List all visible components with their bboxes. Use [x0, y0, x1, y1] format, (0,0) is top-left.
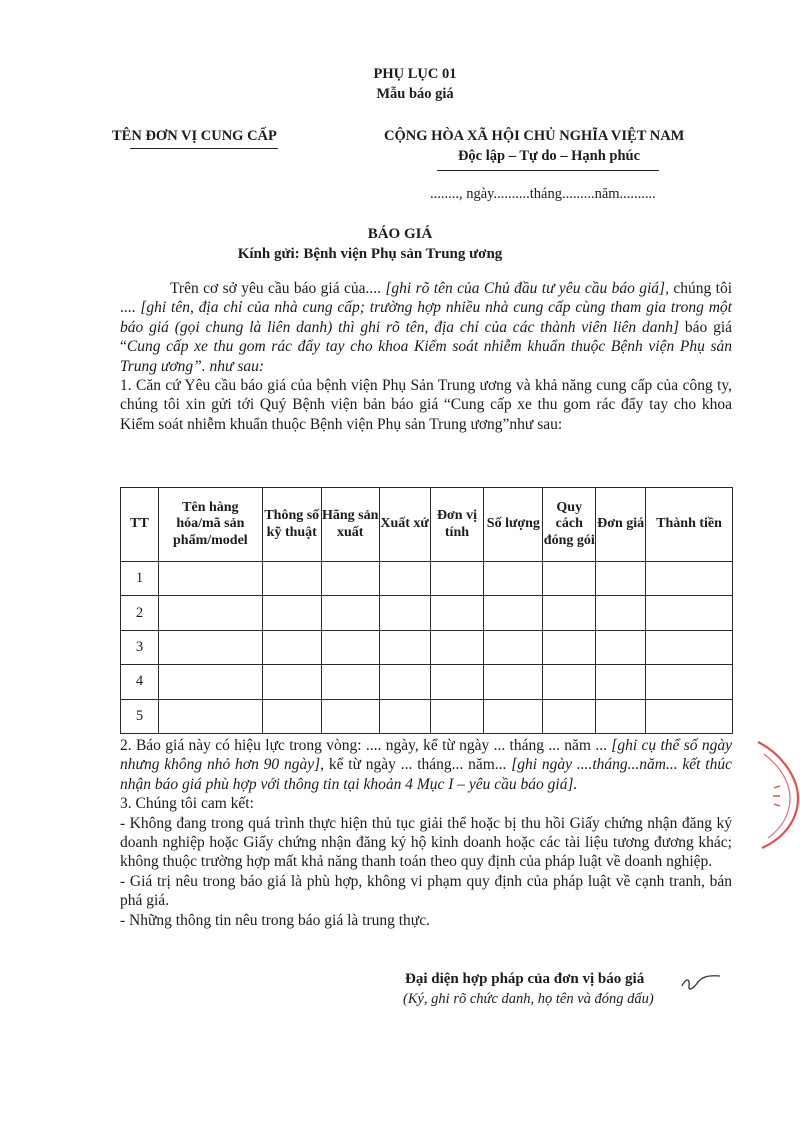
- table-cell: [430, 596, 484, 630]
- intro-paragraph: [120, 279, 732, 376]
- addressee: Kính gửi: Bệnh viện Phụ sản Trung ương: [237, 246, 503, 262]
- table-row: [121, 699, 733, 733]
- table-cell: [596, 699, 646, 733]
- table-cell: [262, 630, 321, 664]
- table-cell: [430, 665, 484, 699]
- table-cell: [379, 596, 430, 630]
- table-cell: [543, 665, 596, 699]
- table-row: [121, 665, 733, 699]
- commitment-item: - Giá trị nêu trong báo giá là phù hợp, không vi phạm quy định của pháp luật về cạnh tranh, bán phá giá.: [120, 872, 732, 910]
- table-cell: [379, 630, 430, 664]
- table-cell: [262, 665, 321, 699]
- table-cell: [543, 562, 596, 596]
- row-number: 5: [121, 699, 159, 733]
- table-cell: [430, 562, 484, 596]
- commitment-item: - Không đang trong quá trình thực hiện thủ tục giải thể hoặc bị thu hồi Giấy chứng nhận đăng ký doanh nghiệp hoặc Giấy chứng nhận đăng ký hộ kinh doanh hoặc các tài liệu tương đương khác; không thuộc trường hợp mất khả năng thanh toán theo quy định của pháp luật về doanh nghiệp.: [120, 814, 732, 871]
- col-header-origin: Xuất xứ: [379, 488, 430, 562]
- signature-title: Đại diện hợp pháp của đơn vị báo giá: [405, 971, 645, 987]
- table-cell: [379, 699, 430, 733]
- intro-italic-note: Cung cấp xe thu gom rác đẩy tay cho khoa Kiểm soát nhiễm khuẩn thuộc Bệnh viện Phụ sản Trung ương”. như sau:: [120, 338, 732, 375]
- table-row: [121, 630, 733, 664]
- signature-instruction: (Ký, ghi rõ chức danh, họ tên và đóng dấu): [403, 991, 654, 1007]
- table-cell: [321, 699, 379, 733]
- table-cell: [379, 665, 430, 699]
- stamp-fragment-icon: [752, 740, 800, 850]
- table-cell: [646, 630, 733, 664]
- supplier-underline: [130, 148, 278, 149]
- table-cell: [379, 562, 430, 596]
- initial-scribble-icon: [680, 972, 724, 994]
- table-cell: [158, 630, 262, 664]
- intro-text: Trên cơ sở yêu cầu báo giá của....: [170, 280, 381, 297]
- table-cell: [430, 699, 484, 733]
- table-cell: [596, 596, 646, 630]
- table-cell: [646, 596, 733, 630]
- basis-paragraph: 1. Căn cứ Yêu cầu báo giá của bệnh viện Phụ Sản Trung ương và khả năng cung cấp của công ty, chúng tôi xin gửi tới Quý Bệnh viện bản báo giá “Cung cấp xe thu gom rác đẩy tay cho khoa Kiểm soát nhiễm khuẩn thuộc Bệnh viện Phụ sản Trung ương”như sau:: [120, 377, 732, 433]
- table-cell: [543, 699, 596, 733]
- col-header-total: Thành tiền: [646, 488, 733, 562]
- col-header-packaging: Quy cách đóng gói: [543, 488, 596, 562]
- col-header-manufacturer: Hãng sản xuất: [321, 488, 379, 562]
- col-header-specs: Thông số kỹ thuật: [262, 488, 321, 562]
- table-cell: [646, 562, 733, 596]
- row-number: 3: [121, 630, 159, 664]
- table-cell: [158, 596, 262, 630]
- table-cell: [158, 699, 262, 733]
- table-cell: [543, 630, 596, 664]
- col-header-tt: TT: [121, 488, 159, 562]
- intro-italic-note: [ghi rõ tên của Chủ đầu tư yêu cầu báo giá],: [381, 280, 669, 297]
- table-cell: [321, 665, 379, 699]
- table-cell: [484, 699, 543, 733]
- table-row: [121, 562, 733, 596]
- validity-italic-note: [ghi ngày ....tháng...năm... kết thúc nhận báo giá phù hợp với thông tin tại khoản 4 Mục I – yêu cầu báo giá].: [120, 756, 732, 793]
- table-cell: [596, 630, 646, 664]
- table-cell: [430, 630, 484, 664]
- table-cell: [484, 630, 543, 664]
- intro-text: báo giá “: [120, 318, 732, 356]
- table-cell: [543, 596, 596, 630]
- national-motto: Độc lập – Tự do – Hạnh phúc: [457, 148, 641, 164]
- dateline: ........, ngày..........tháng.........năm..........: [430, 186, 656, 202]
- supplier-name: TÊN ĐƠN VỊ CUNG CẤP: [112, 128, 277, 144]
- table-cell: [158, 562, 262, 596]
- document-title: BÁO GIÁ: [367, 226, 433, 242]
- table-cell: [262, 699, 321, 733]
- intro-text: chúng tôi ....: [120, 280, 732, 317]
- col-header-quantity: Số lượng: [484, 488, 543, 562]
- intro-italic-note: [ghi tên, địa chỉ của nhà cung cấp; trường hợp nhiều nhà cung cấp cùng tham gia trong một báo giá (gọi chung là liên danh) thì ghi rõ tên, địa chỉ của các thành viên liên danh]: [120, 299, 732, 336]
- validity-italic-note: [ghi cụ thể số ngày nhưng không nhỏ hơn 90 ngày]: [120, 737, 732, 774]
- validity-paragraph: [120, 736, 732, 794]
- validity-text: 2. Báo giá này có hiệu lực trong vòng: .... ngày, kể từ ngày ... tháng ... năm ...: [120, 737, 607, 754]
- row-number: 1: [121, 562, 159, 596]
- intro-section: [120, 279, 732, 434]
- quote-table: [120, 487, 733, 734]
- terms-section: [120, 736, 732, 930]
- country-name: CỘNG HÒA XÃ HỘI CHỦ NGHĨA VIỆT NAM: [384, 128, 685, 144]
- table-cell: [596, 562, 646, 596]
- table-cell: [321, 562, 379, 596]
- col-header-unit-price: Đơn giá: [596, 488, 646, 562]
- appendix-title: PHỤ LỤC 01: [373, 66, 457, 82]
- template-subtitle: Mẫu báo giá: [376, 86, 454, 102]
- motto-underline: [437, 170, 659, 171]
- table-cell: [484, 665, 543, 699]
- table-cell: [646, 699, 733, 733]
- col-header-unit: Đơn vị tính: [430, 488, 484, 562]
- commitment-heading: 3. Chúng tôi cam kết:: [120, 795, 254, 813]
- row-number: 4: [121, 665, 159, 699]
- table-cell: [484, 562, 543, 596]
- table-cell: [262, 562, 321, 596]
- col-header-product: Tên hàng hóa/mã sản phẩm/model: [158, 488, 262, 562]
- validity-text: , kể từ ngày ... tháng... năm...: [320, 756, 507, 774]
- table-header-row: [121, 488, 733, 562]
- table-cell: [262, 596, 321, 630]
- table-cell: [484, 596, 543, 630]
- table-cell: [646, 665, 733, 699]
- table-cell: [158, 665, 262, 699]
- table-row: [121, 596, 733, 630]
- table-cell: [321, 630, 379, 664]
- table-cell: [321, 596, 379, 630]
- row-number: 2: [121, 596, 159, 630]
- commitment-item: - Những thông tin nêu trong báo giá là trung thực.: [120, 911, 430, 929]
- table-cell: [596, 665, 646, 699]
